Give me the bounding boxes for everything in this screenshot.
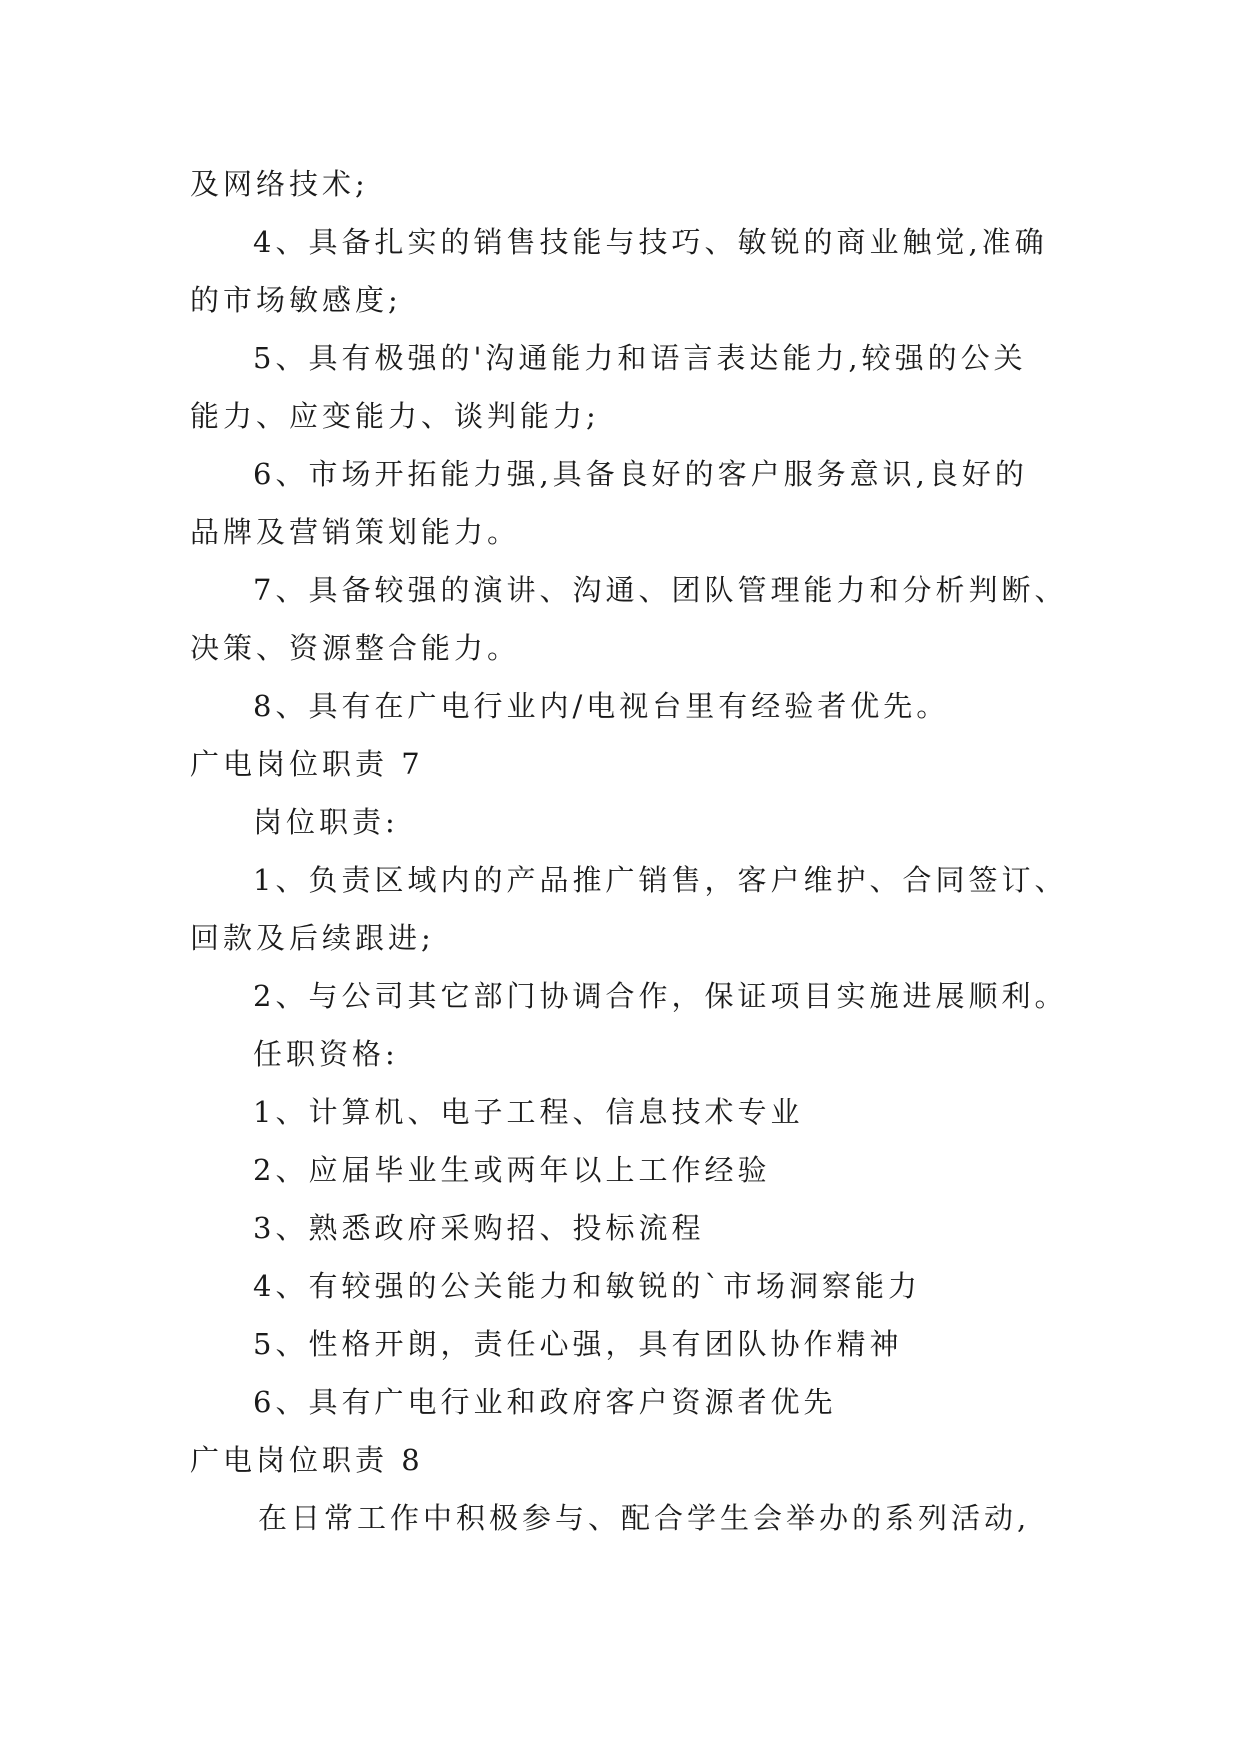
text-line: 的市场敏感度; <box>190 283 402 317</box>
text-line: 2、应届毕业生或两年以上工作经验 <box>253 1153 771 1187</box>
text-line: 8、具有在广电行业内/电视台里有经验者优先。 <box>253 689 950 723</box>
text-line: 在日常工作中积极参与、配合学生会举办的系列活动, <box>258 1501 1031 1535</box>
section-heading: 广电岗位职责 7 <box>190 747 424 781</box>
text-line: 5、性格开朗，责任心强，具有团队协作精神 <box>253 1327 903 1361</box>
text-line: 7、具备较强的演讲、沟通、团队管理能力和分析判断、 <box>253 573 1068 607</box>
subheading: 任职资格: <box>253 1037 399 1071</box>
section-heading: 广电岗位职责 8 <box>190 1443 424 1477</box>
text-line: 及网络技术; <box>190 167 369 201</box>
text-line: 4、具备扎实的销售技能与技巧、敏锐的商业触觉,准确 <box>253 225 1048 259</box>
text-line: 6、市场开拓能力强,具备良好的客户服务意识,良好的 <box>253 457 1028 491</box>
text-line: 5、具有极强的'沟通能力和语言表达能力,较强的公关 <box>253 341 1027 375</box>
text-line: 回款及后续跟进; <box>190 921 435 955</box>
text-line: 2、与公司其它部门协调合作，保证项目实施进展顺利。 <box>253 979 1068 1013</box>
text-line: 能力、应变能力、谈判能力; <box>190 399 600 433</box>
text-line: 4、有较强的公关能力和敏锐的`市场洞察能力 <box>253 1269 921 1303</box>
text-line: 决策、资源整合能力。 <box>190 631 521 665</box>
text-line: 品牌及营销策划能力。 <box>190 515 521 549</box>
text-line: 6、具有广电行业和政府客户资源者优先 <box>253 1385 837 1419</box>
text-line: 1、负责区域内的产品推广销售，客户维护、合同签订、 <box>253 863 1068 897</box>
text-line: 1、计算机、电子工程、信息技术专业 <box>253 1095 804 1129</box>
text-line: 3、熟悉政府采购招、投标流程 <box>253 1211 705 1245</box>
subheading: 岗位职责: <box>253 805 399 839</box>
